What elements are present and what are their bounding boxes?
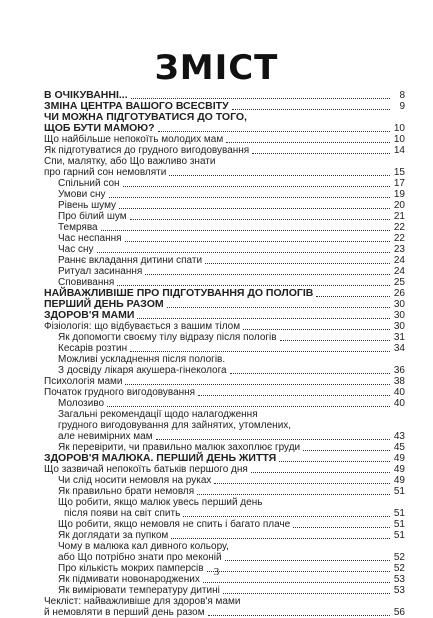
toc-entry xyxy=(44,233,405,244)
toc-entry-label: Загальні рекомендації щодо налагодження xyxy=(58,409,258,420)
toc-entry-label: Психологія мами xyxy=(44,376,123,387)
toc-entry-label: Про білий шум xyxy=(58,211,127,222)
toc-entry-page: 20 xyxy=(393,200,405,211)
dot-leader xyxy=(203,582,390,583)
toc-entry-label: Початок грудного вигодовування xyxy=(44,387,196,398)
toc-entry-label: Час неспання xyxy=(58,233,122,244)
toc-entry xyxy=(44,420,405,431)
toc-entry-label: В ОЧІКУВАННІ... xyxy=(44,89,128,101)
toc-entry xyxy=(44,200,405,211)
dot-leader xyxy=(205,263,390,264)
toc-entry-label: або Що потрібно знати про меконій xyxy=(58,552,222,563)
dot-leader xyxy=(279,461,390,462)
page-number: 3 xyxy=(213,566,220,578)
dot-leader xyxy=(208,615,390,616)
toc-entry-page: 51 xyxy=(393,508,405,519)
toc-entry xyxy=(44,497,405,508)
toc-entry xyxy=(44,211,405,222)
toc-entry-page: 43 xyxy=(393,431,405,442)
toc-entry-page: 30 xyxy=(393,299,405,310)
dot-leader xyxy=(230,373,390,374)
toc-entry xyxy=(44,409,405,420)
toc-entry-label: Про кількість мокрих памперсів xyxy=(58,563,204,574)
toc-entry-label: Раннє вкладання дитини спати xyxy=(58,255,203,266)
toc-entry-label: Рівень шуму xyxy=(58,200,117,211)
dot-leader xyxy=(303,450,390,451)
toc-entry-label: Спільний сон xyxy=(58,178,120,189)
toc-entry-page: 49 xyxy=(393,475,405,486)
toc-entry-label: але невимірних мам xyxy=(58,431,153,442)
toc-entry-page: 45 xyxy=(393,442,405,453)
toc-entry xyxy=(44,519,405,530)
toc-entry-label: ПЕРШИЙ ДЕНЬ РАЗОМ xyxy=(44,298,164,310)
toc-entry-page: 25 xyxy=(393,277,405,288)
toc-entry xyxy=(44,310,405,321)
dot-leader xyxy=(280,340,390,341)
dot-leader xyxy=(183,516,390,517)
dot-leader xyxy=(316,296,390,297)
toc-entry-label: Темрява xyxy=(58,222,98,233)
toc-entry xyxy=(44,464,405,475)
toc-entry-page: 24 xyxy=(393,266,405,277)
toc-entry xyxy=(44,585,405,596)
toc-entry-page: 51 xyxy=(393,486,405,497)
dot-leader xyxy=(107,406,390,407)
toc-entry-page: 10 xyxy=(393,123,405,134)
toc-entry-label: Що робити, якщо немовля не спить і багато плаче xyxy=(58,519,291,530)
toc-entry-label: й немовляти в перший день разом xyxy=(44,607,205,618)
toc-entry-label: ЗДОРОВ'Я МАМИ xyxy=(44,309,135,321)
toc-entry xyxy=(44,508,405,519)
toc-entry-page: 31 xyxy=(393,332,405,343)
toc-entry xyxy=(44,123,405,134)
toc-entry xyxy=(44,552,405,563)
toc-entry-page: 53 xyxy=(393,574,405,585)
toc-entry xyxy=(44,156,405,167)
dot-leader xyxy=(145,274,390,275)
dot-leader xyxy=(131,98,390,99)
dot-leader xyxy=(198,395,390,396)
toc-entry xyxy=(44,486,405,497)
toc-entry-label: Час сну xyxy=(58,244,94,255)
toc-entry-label: Як вимірювати температуру дитині xyxy=(58,585,220,596)
toc-entry-label: ЗДОРОВ'Я МАЛЮКА. ПЕРШИЙ ДЕНЬ ЖИТТЯ xyxy=(44,452,277,464)
dot-leader xyxy=(156,439,390,440)
dot-leader xyxy=(109,197,390,198)
toc-entry xyxy=(44,134,405,145)
toc-entry-page: 53 xyxy=(393,585,405,596)
toc-entry-label: ЧИ МОЖНА ПІДГОТУВАТИСЯ ДО ТОГО, xyxy=(44,111,247,123)
dot-leader xyxy=(243,329,390,330)
toc-entry-label: Як допомогти своєму тілу відразу після пологів xyxy=(58,332,277,343)
toc-entry-label: Як правильно брати немовля xyxy=(58,486,195,497)
toc-entry-page: 26 xyxy=(393,288,405,299)
toc-entry xyxy=(44,321,405,332)
toc-entry-page: 9 xyxy=(399,101,405,112)
dot-leader xyxy=(226,142,390,143)
toc-entry xyxy=(44,398,405,409)
toc-entry-label: Можливі ускладнення після пологів. xyxy=(58,354,226,365)
toc-entry xyxy=(44,596,405,607)
toc-entry-page: 23 xyxy=(393,244,405,255)
toc-entry xyxy=(44,244,405,255)
toc-entry-page: 52 xyxy=(393,552,405,563)
dot-leader xyxy=(169,175,390,176)
toc-entry-label: після появи на світ спить xyxy=(64,508,181,519)
toc-entry xyxy=(44,145,405,156)
toc-entry-label: Чи слід носити немовля на руках xyxy=(58,475,212,486)
toc-entry xyxy=(44,387,405,398)
toc-entry xyxy=(44,222,405,233)
toc-entry xyxy=(44,189,405,200)
toc-entry xyxy=(44,167,405,178)
toc-entry-label: Спи, малятку, або Що важливо знати xyxy=(44,156,216,167)
toc-entry xyxy=(44,607,405,618)
dot-leader xyxy=(101,230,390,231)
toc-entry-page: 22 xyxy=(393,222,405,233)
dot-leader xyxy=(137,318,390,319)
toc-entry-label: Фізіологія: що відбувається з вашим тілом xyxy=(44,321,241,332)
toc-entry-label: Сповивання xyxy=(58,277,115,288)
dot-leader xyxy=(97,252,390,253)
toc-entry xyxy=(44,332,405,343)
dot-leader xyxy=(125,384,390,385)
toc-entry-page: 30 xyxy=(393,310,405,321)
toc-entry-page: 49 xyxy=(393,464,405,475)
toc-entry-page: 34 xyxy=(393,343,405,354)
dot-leader xyxy=(225,560,390,561)
toc-entry-page: 49 xyxy=(393,453,405,464)
toc-entry-label: Кесарів розтин xyxy=(58,343,128,354)
toc-entry-page: 22 xyxy=(393,233,405,244)
toc-entry xyxy=(44,530,405,541)
dot-leader xyxy=(214,483,390,484)
toc-entry-page: 17 xyxy=(393,178,405,189)
toc-entry-label: Молозиво xyxy=(58,398,105,409)
toc-entry-label: З досвіду лікаря акушера-гінеколога xyxy=(58,365,227,376)
toc-entry-label: Що робити, якщо малюк увесь перший день xyxy=(58,497,263,508)
toc-entry-page: 56 xyxy=(393,607,405,618)
toc-entry xyxy=(44,541,405,552)
toc-entry xyxy=(44,431,405,442)
toc-entry xyxy=(44,343,405,354)
toc-entry xyxy=(44,178,405,189)
toc-entry-page: 10 xyxy=(393,134,405,145)
toc-entry-page: 21 xyxy=(393,211,405,222)
dot-leader xyxy=(252,153,390,154)
toc-entry xyxy=(44,475,405,486)
toc-entry xyxy=(44,365,405,376)
toc-entry-page: 40 xyxy=(393,387,405,398)
toc-entry-page: 15 xyxy=(393,167,405,178)
toc-entry xyxy=(44,266,405,277)
toc-entry-label: Чому в малюка кал дивного кольору, xyxy=(58,541,229,552)
dot-leader xyxy=(158,131,390,132)
toc-entry-label: про гарний сон немовляти xyxy=(44,167,167,178)
toc-entry-label: Що найбільше непокоїть молодих мам xyxy=(44,134,224,145)
toc-entry-label: Ритуал засинання xyxy=(58,266,143,277)
toc-entry-page: 8 xyxy=(399,90,405,101)
toc-entry xyxy=(44,453,405,464)
dot-leader xyxy=(293,527,390,528)
toc-entry-label: Як підготуватися до грудного вигодовування xyxy=(44,145,250,156)
toc-entry-page: 52 xyxy=(393,563,405,574)
table-of-contents xyxy=(44,90,405,618)
toc-entry xyxy=(44,376,405,387)
dot-leader xyxy=(223,593,390,594)
dot-leader xyxy=(130,219,390,220)
dot-leader xyxy=(130,351,390,352)
toc-entry xyxy=(44,354,405,365)
toc-entry-label: Умови сну xyxy=(58,189,106,200)
toc-entry-label: Що зазвичай непокоїть батьків першого дня xyxy=(44,464,248,475)
dot-leader xyxy=(232,109,390,110)
toc-entry-page: 19 xyxy=(393,189,405,200)
dot-leader xyxy=(119,208,390,209)
dot-leader xyxy=(167,307,390,308)
toc-entry-label: Чекліст: найважливіше для здоров'я мами xyxy=(44,596,241,607)
toc-entry-label: Як доглядати за пупком xyxy=(58,530,169,541)
dot-leader xyxy=(117,285,390,286)
toc-entry xyxy=(44,255,405,266)
toc-entry-label: грудного вигодовування для зайнятих, утомлених, xyxy=(58,420,292,431)
toc-entry-page: 40 xyxy=(393,398,405,409)
toc-entry-page: 51 xyxy=(393,519,405,530)
dot-leader xyxy=(171,538,390,539)
toc-entry-page: 36 xyxy=(393,365,405,376)
toc-entry-page: 38 xyxy=(393,376,405,387)
toc-entry-page: 24 xyxy=(393,255,405,266)
toc-entry-label: Як підмивати новонароджених xyxy=(58,574,200,585)
toc-entry-label: ЗМІНА ЦЕНТРА ВАШОГО ВСЕСВІТУ xyxy=(44,100,229,112)
dot-leader xyxy=(123,186,390,187)
toc-entry-label: ЩОБ БУТИ МАМОЮ? xyxy=(44,122,155,134)
toc-entry-page: 30 xyxy=(393,321,405,332)
page-title: ЗМІСТ xyxy=(154,48,279,88)
toc-entry-page: 51 xyxy=(393,530,405,541)
dot-leader xyxy=(125,241,390,242)
toc-entry-label: НАЙВАЖЛИВІШЕ ПРО ПІДГОТУВАННЯ ДО ПОЛОГІВ xyxy=(44,287,314,299)
dot-leader xyxy=(197,494,390,495)
dot-leader xyxy=(251,472,390,473)
toc-entry-page: 14 xyxy=(393,145,405,156)
toc-entry-label: Як перевірити, чи правильно малюк захоплює груди xyxy=(58,442,301,453)
